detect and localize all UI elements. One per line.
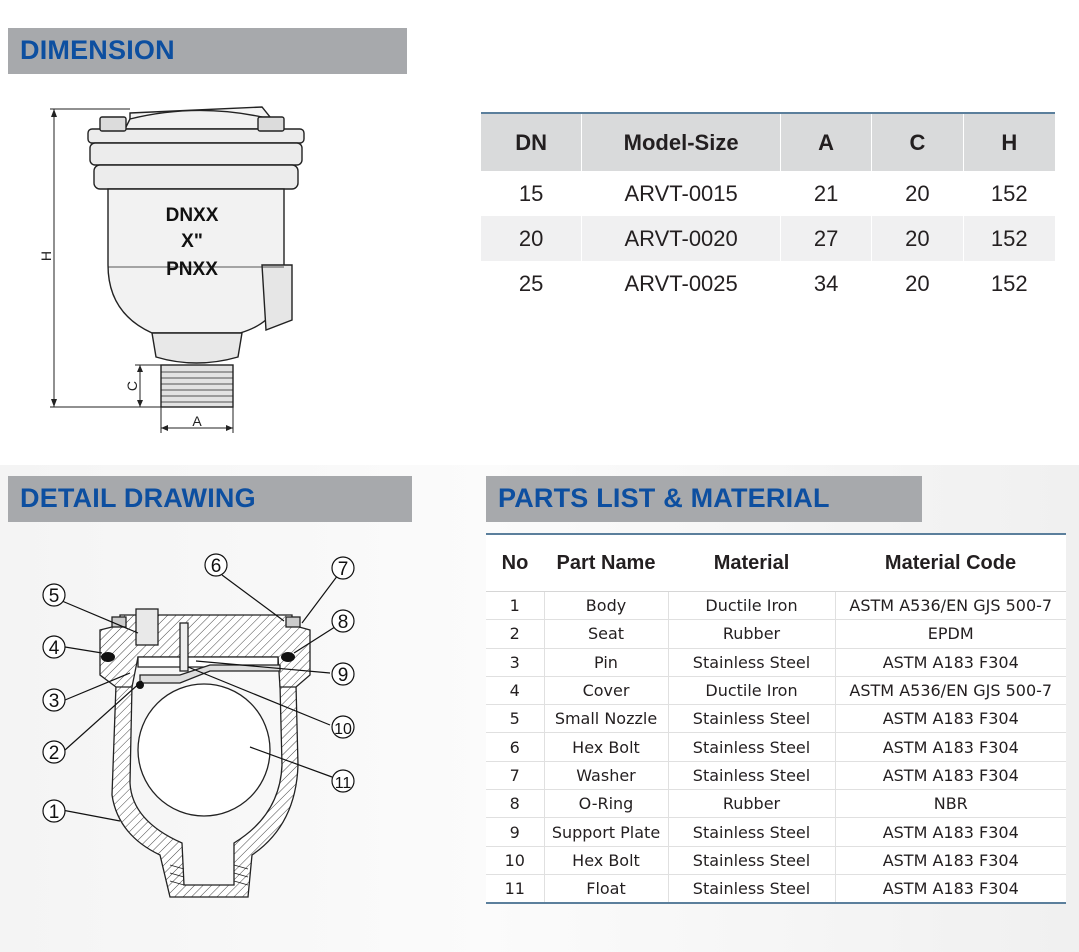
col-header-material: Material	[668, 534, 835, 592]
callout-3: 3	[48, 691, 60, 712]
col-header-model-size: Model-Size	[582, 113, 781, 171]
cell-model: ARVT-0020	[582, 216, 781, 261]
cell-material: Stainless Steel	[668, 846, 835, 874]
cell-c: 20	[872, 261, 963, 306]
cell-material-code: EPDM	[835, 620, 1066, 648]
cell-material: Stainless Steel	[668, 705, 835, 733]
detail-drawing-header	[8, 476, 412, 522]
cell-material: Stainless Steel	[668, 733, 835, 761]
cell-material: Stainless Steel	[668, 648, 835, 676]
col-header-dn: DN	[481, 113, 582, 171]
cell-part-name: Hex Bolt	[544, 733, 668, 761]
callout-1: 1	[48, 802, 60, 823]
cell-part-name: Seat	[544, 620, 668, 648]
cell-part-name: Support Plate	[544, 818, 668, 846]
cell-model: ARVT-0015	[582, 171, 781, 216]
cell-h: 152	[963, 261, 1055, 306]
cell-no: 7	[486, 761, 544, 789]
dim-label-h: H	[38, 250, 54, 262]
cell-material-code: ASTM A183 F304	[835, 761, 1066, 789]
valve-dimension-drawing	[30, 95, 310, 440]
cell-material: Ductile Iron	[668, 592, 835, 620]
table-row	[486, 846, 1066, 874]
cell-c: 20	[872, 216, 963, 261]
cell-material: Stainless Steel	[668, 818, 835, 846]
cell-material-code: ASTM A183 F304	[835, 818, 1066, 846]
cell-h: 152	[963, 171, 1055, 216]
cell-a: 34	[780, 261, 871, 306]
cell-c: 20	[872, 171, 963, 216]
table-row	[486, 648, 1066, 676]
cell-part-name: Body	[544, 592, 668, 620]
callout-11: 11	[334, 775, 352, 792]
cell-no: 11	[486, 874, 544, 903]
table-row	[486, 676, 1066, 704]
cell-h: 152	[963, 216, 1055, 261]
cell-material: Ductile Iron	[668, 676, 835, 704]
cell-material-code: NBR	[835, 790, 1066, 818]
table-row	[486, 592, 1066, 620]
cell-model: ARVT-0025	[582, 261, 781, 306]
table-row	[486, 818, 1066, 846]
cell-material: Rubber	[668, 620, 835, 648]
cell-part-name: Cover	[544, 676, 668, 704]
cell-material: Stainless Steel	[668, 761, 835, 789]
parts-list-header	[486, 476, 922, 522]
valve-detail-drawing	[20, 525, 370, 915]
parts-table-header-row	[486, 534, 1066, 592]
cell-no: 8	[486, 790, 544, 818]
table-row	[486, 733, 1066, 761]
callout-4: 4	[48, 638, 60, 659]
dim-label-c: C	[124, 380, 140, 392]
cell-no: 9	[486, 818, 544, 846]
col-header-no: No	[486, 534, 544, 592]
cell-part-name: Hex Bolt	[544, 846, 668, 874]
table-row	[481, 171, 1055, 216]
callout-6: 6	[210, 556, 222, 577]
table-row	[486, 761, 1066, 789]
cell-a: 27	[780, 216, 871, 261]
cell-no: 2	[486, 620, 544, 648]
detail-drawing-title: DETAIL DRAWING	[20, 483, 256, 513]
callout-10: 10	[334, 721, 352, 738]
dimension-header	[8, 28, 407, 74]
callout-8: 8	[337, 612, 349, 633]
dim-label-a: A	[192, 413, 202, 429]
cell-no: 6	[486, 733, 544, 761]
col-header-h: H	[963, 113, 1055, 171]
cell-dn: 25	[481, 261, 582, 306]
cell-material: Rubber	[668, 790, 835, 818]
cell-dn: 15	[481, 171, 582, 216]
cell-part-name: Small Nozzle	[544, 705, 668, 733]
cell-material-code: ASTM A536/EN GJS 500-7	[835, 592, 1066, 620]
cell-no: 1	[486, 592, 544, 620]
cell-material-code: ASTM A183 F304	[835, 705, 1066, 733]
cell-part-name: Float	[544, 874, 668, 903]
cell-part-name: Pin	[544, 648, 668, 676]
cell-material: Stainless Steel	[668, 874, 835, 903]
table-row	[486, 620, 1066, 648]
cell-material-code: ASTM A536/EN GJS 500-7	[835, 676, 1066, 704]
callout-2: 2	[48, 743, 60, 764]
callout-7: 7	[337, 559, 349, 580]
dimension-title: DIMENSION	[20, 35, 175, 65]
callout-9: 9	[337, 665, 349, 686]
col-header-a: A	[780, 113, 871, 171]
cell-material-code: ASTM A183 F304	[835, 648, 1066, 676]
col-header-part-name: Part Name	[544, 534, 668, 592]
cell-no: 5	[486, 705, 544, 733]
body-mark-size: X"	[181, 231, 203, 252]
table-row	[481, 216, 1055, 261]
cell-part-name: Washer	[544, 761, 668, 789]
table-row	[486, 790, 1066, 818]
cell-no: 10	[486, 846, 544, 874]
table-row	[481, 261, 1055, 306]
cell-no: 3	[486, 648, 544, 676]
body-mark-dn: DNXX	[165, 205, 219, 226]
cell-no: 4	[486, 676, 544, 704]
cell-material-code: ASTM A183 F304	[835, 846, 1066, 874]
col-header-material-code: Material Code	[835, 534, 1066, 592]
col-header-c: C	[872, 113, 963, 171]
cell-material-code: ASTM A183 F304	[882, 879, 1019, 899]
body-mark-pn: PNXX	[166, 259, 218, 280]
dimension-table	[481, 112, 1055, 306]
cell-material-code: ASTM A183 F304	[835, 733, 1066, 761]
cell-part-name: O-Ring	[544, 790, 668, 818]
table-row	[486, 874, 1066, 903]
dimension-table-header-row	[481, 113, 1055, 171]
parts-list-title: PARTS LIST & MATERIAL	[498, 483, 830, 513]
table-row	[486, 705, 1066, 733]
cell-a: 21	[780, 171, 871, 216]
callout-5: 5	[48, 586, 60, 607]
cell-dn: 20	[481, 216, 582, 261]
parts-table	[486, 533, 1066, 904]
